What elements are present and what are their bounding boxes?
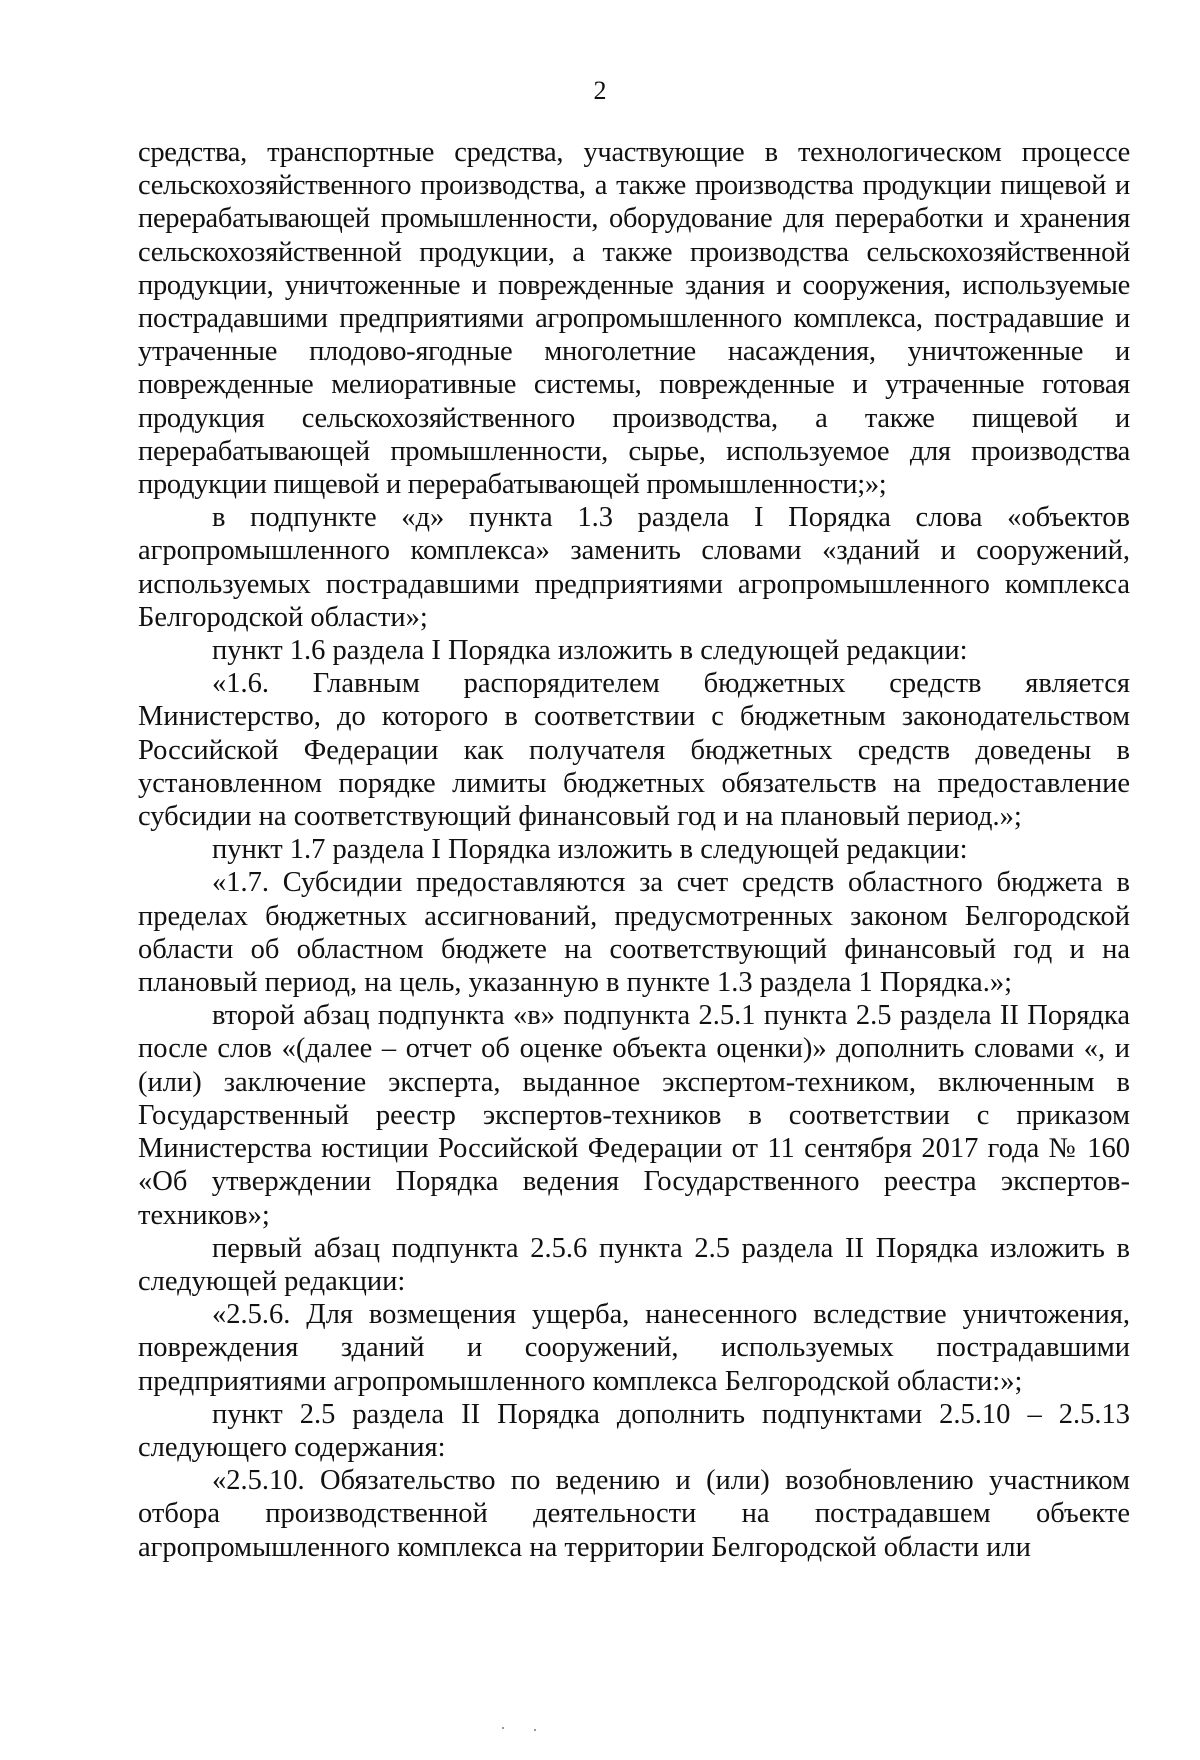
page-number: 2 [593,76,607,105]
paragraph-amendment-1-7-intro: пункт 1.7 раздела I Порядка изложить в следующей редакции: [212,834,968,866]
scan-speck [534,1729,536,1731]
paragraph-clause-2-5-10: «2.5.10. Обязательство по ведению и (или) возобновлению участником отбора производственной деятельности на пострадавшем объекте агропромышленного комплекса на территории Белгородской области или [138,1465,1130,1563]
paragraph-clause-1-6: «1.6. Главным распорядителем бюджетных средств является Министерство, до которого в соответствии с бюджетным законодательством Российской Федерации как получателя бюджетных средств доведены в установленном порядке лимиты бюджетных обязательств на предоставление субсидии на соответствующий финансовый год и на плановый период.»; [138,668,1130,833]
paragraph-amendment-1-6-intro: пункт 1.6 раздела I Порядка изложить в следующей редакции: [212,635,968,667]
paragraph-clause-1-7: «1.7. Субсидии предоставляются за счет средств областного бюджета в пределах бюджетных ассигнований, предусмотренных законом Белгородской области об областном бюджете на соответствующий финансовый год и на плановый период, на цель, указанную в пункте 1.3 раздела 1 Порядка.»; [138,867,1130,999]
paragraph-amendment-2-5-1: второй абзац подпункта «в» подпункта 2.5.1 пункта 2.5 раздела II Порядка после слов «(далее – отчет об оценке объекта оценки)» дополнить словами «, и (или) заключение эксперта, выданное экспертом-техником, включенным в Государственный реестр экспертов-техников в соответствии с приказом Министерства юстиции Российской Федерации от 11 сентября 2017 года № 160 «Об утверждении Порядка ведения Государственного реестра экспертов-техников»; [138,1000,1130,1231]
paragraph-amendment-2-5-6-intro: первый абзац подпункта 2.5.6 пункта 2.5 раздела II Порядка изложить в следующей редакции: [138,1232,1130,1297]
paragraph-amendment-2-5-10-intro: пункт 2.5 раздела II Порядка дополнить подпунктами 2.5.10 – 2.5.13 следующего содержания: [138,1398,1130,1463]
document-body [138,136,1130,1564]
scan-speck [502,1727,504,1729]
paragraph-clause-2-5-6: «2.5.6. Для возмещения ущерба, нанесенного вследствие уничтожения, повреждения зданий и сооружений, используемых пострадавшими предприятиями агропромышленного комплекса Белгородской области:»; [138,1299,1130,1397]
paragraph-amendment-1-3: в подпункте «д» пункта 1.3 раздела I Порядка слова «объектов агропромышленного комплекса» заменить словами «зданий и сооружений, используемых пострадавшими предприятиями агропромышленного комплекса Белгородской области»; [138,502,1130,633]
scan-specks [500,1726,560,1732]
paragraph-continuation: средства, транспортные средства, участвующие в технологическом процессе сельскохозяйственного производства, а также производства продукции пищевой и перерабатывающей промышленности, оборудование для переработки и хранения сельскохозяйственной продукции, а также производства сельскохозяйственной продукции, уничтоженные и поврежденные здания и сооружения, используемые пострадавшими предприятиями агропромышленного комплекса, пострадавшие и утраченные плодово-ягодные многолетние насаждения, уничтоженные и поврежденные мелиоративные системы, поврежденные и утраченные готовая продукция сельскохозяйственного производства, а также пищевой и перерабатывающей промышленности, сырье, используемое для производства продукции пищевой и перерабатывающей промышленности;»; [138,137,1130,501]
